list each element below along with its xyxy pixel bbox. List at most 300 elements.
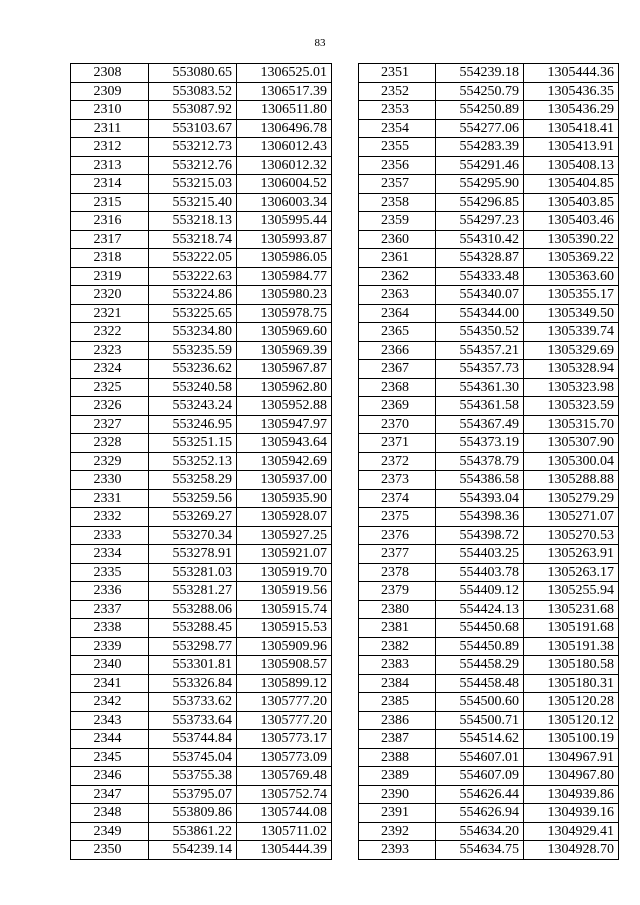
table-row (71, 804, 332, 823)
table-row (71, 119, 332, 138)
point-number-cell: 2346 (71, 767, 149, 786)
x-coordinate-cell: 554386.58 (436, 471, 524, 490)
x-coordinate-cell: 553087.92 (149, 101, 237, 120)
y-coordinate-cell: 1305986.05 (237, 249, 332, 268)
x-coordinate-cell: 554500.71 (436, 711, 524, 730)
y-coordinate-cell: 1306004.52 (237, 175, 332, 194)
y-coordinate-cell: 1306525.01 (237, 64, 332, 83)
y-coordinate-cell: 1305180.58 (524, 656, 619, 675)
y-coordinate-cell: 1305300.04 (524, 452, 619, 471)
table-row (359, 582, 619, 601)
x-coordinate-cell: 554291.46 (436, 156, 524, 175)
point-number-cell: 2378 (359, 563, 436, 582)
point-number-cell: 2329 (71, 452, 149, 471)
x-coordinate-cell: 554250.79 (436, 82, 524, 101)
table-row (71, 563, 332, 582)
table-row (71, 230, 332, 249)
x-coordinate-cell: 553733.62 (149, 693, 237, 712)
y-coordinate-cell: 1305329.69 (524, 341, 619, 360)
x-coordinate-cell: 554458.29 (436, 656, 524, 675)
table-row (359, 119, 619, 138)
y-coordinate-cell: 1305777.20 (237, 711, 332, 730)
table-row (71, 378, 332, 397)
table-row (359, 822, 619, 841)
y-coordinate-cell: 1305288.88 (524, 471, 619, 490)
point-number-cell: 2393 (359, 841, 436, 860)
point-number-cell: 2334 (71, 545, 149, 564)
table-row (359, 767, 619, 786)
point-number-cell: 2367 (359, 360, 436, 379)
table-row (71, 101, 332, 120)
table-row (71, 545, 332, 564)
y-coordinate-cell: 1304928.70 (524, 841, 619, 860)
table-row (359, 101, 619, 120)
table-row (359, 545, 619, 564)
x-coordinate-cell: 553083.52 (149, 82, 237, 101)
y-coordinate-cell: 1305947.97 (237, 415, 332, 434)
x-coordinate-cell: 554458.48 (436, 674, 524, 693)
x-coordinate-cell: 553236.62 (149, 360, 237, 379)
point-number-cell: 2385 (359, 693, 436, 712)
y-coordinate-cell: 1305915.74 (237, 600, 332, 619)
point-number-cell: 2315 (71, 193, 149, 212)
point-number-cell: 2351 (359, 64, 436, 83)
y-coordinate-cell: 1305773.17 (237, 730, 332, 749)
table-row (359, 674, 619, 693)
y-coordinate-cell: 1305915.53 (237, 619, 332, 638)
x-coordinate-cell: 553225.65 (149, 304, 237, 323)
point-number-cell: 2386 (359, 711, 436, 730)
x-coordinate-cell: 554367.49 (436, 415, 524, 434)
y-coordinate-cell: 1305943.64 (237, 434, 332, 453)
x-coordinate-cell: 554378.79 (436, 452, 524, 471)
table-row (71, 767, 332, 786)
y-coordinate-cell: 1305323.59 (524, 397, 619, 416)
y-coordinate-cell: 1305773.09 (237, 748, 332, 767)
point-number-cell: 2330 (71, 471, 149, 490)
point-number-cell: 2313 (71, 156, 149, 175)
point-number-cell: 2362 (359, 267, 436, 286)
y-coordinate-cell: 1305993.87 (237, 230, 332, 249)
y-coordinate-cell: 1305436.35 (524, 82, 619, 101)
x-coordinate-cell: 553745.04 (149, 748, 237, 767)
point-number-cell: 2322 (71, 323, 149, 342)
x-coordinate-cell: 554350.52 (436, 323, 524, 342)
x-coordinate-cell: 554424.13 (436, 600, 524, 619)
table-row (71, 175, 332, 194)
table-row (71, 212, 332, 231)
table-row (359, 471, 619, 490)
x-coordinate-cell: 553281.27 (149, 582, 237, 601)
point-number-cell: 2335 (71, 563, 149, 582)
x-coordinate-cell: 553212.76 (149, 156, 237, 175)
y-coordinate-cell: 1305263.91 (524, 545, 619, 564)
x-coordinate-cell: 553258.29 (149, 471, 237, 490)
y-coordinate-cell: 1305969.39 (237, 341, 332, 360)
x-coordinate-cell: 553235.59 (149, 341, 237, 360)
table-row (359, 138, 619, 157)
table-row (71, 526, 332, 545)
x-coordinate-cell: 554398.72 (436, 526, 524, 545)
point-number-cell: 2365 (359, 323, 436, 342)
point-number-cell: 2355 (359, 138, 436, 157)
y-coordinate-cell: 1305255.94 (524, 582, 619, 601)
x-coordinate-cell: 553733.64 (149, 711, 237, 730)
point-number-cell: 2369 (359, 397, 436, 416)
table-row (71, 323, 332, 342)
x-coordinate-cell: 554373.19 (436, 434, 524, 453)
y-coordinate-cell: 1305937.00 (237, 471, 332, 490)
point-number-cell: 2337 (71, 600, 149, 619)
x-coordinate-cell: 553281.03 (149, 563, 237, 582)
table-row (71, 674, 332, 693)
table-row (71, 138, 332, 157)
y-coordinate-cell: 1306517.39 (237, 82, 332, 101)
table-row (359, 711, 619, 730)
point-number-cell: 2368 (359, 378, 436, 397)
point-number-cell: 2373 (359, 471, 436, 490)
table-row (71, 82, 332, 101)
x-coordinate-cell: 553246.95 (149, 415, 237, 434)
y-coordinate-cell: 1305928.07 (237, 508, 332, 527)
x-coordinate-cell: 553795.07 (149, 785, 237, 804)
y-coordinate-cell: 1305927.25 (237, 526, 332, 545)
point-number-cell: 2357 (359, 175, 436, 194)
x-coordinate-cell: 553218.74 (149, 230, 237, 249)
y-coordinate-cell: 1305191.68 (524, 619, 619, 638)
point-number-cell: 2319 (71, 267, 149, 286)
x-coordinate-cell: 553224.86 (149, 286, 237, 305)
x-coordinate-cell: 554393.04 (436, 489, 524, 508)
x-coordinate-cell: 553218.13 (149, 212, 237, 231)
table-row (359, 323, 619, 342)
point-number-cell: 2381 (359, 619, 436, 638)
y-coordinate-cell: 1305120.28 (524, 693, 619, 712)
table-row (359, 637, 619, 656)
table-row (71, 508, 332, 527)
point-number-cell: 2311 (71, 119, 149, 138)
x-coordinate-cell: 554500.60 (436, 693, 524, 712)
point-number-cell: 2377 (359, 545, 436, 564)
point-number-cell: 2340 (71, 656, 149, 675)
point-number-cell: 2345 (71, 748, 149, 767)
y-coordinate-cell: 1306003.34 (237, 193, 332, 212)
table-row (359, 82, 619, 101)
x-coordinate-cell: 553744.84 (149, 730, 237, 749)
table-row (71, 360, 332, 379)
y-coordinate-cell: 1305307.90 (524, 434, 619, 453)
y-coordinate-cell: 1305744.08 (237, 804, 332, 823)
x-coordinate-cell: 553252.13 (149, 452, 237, 471)
table-row (71, 730, 332, 749)
table-row (359, 508, 619, 527)
table-row (71, 249, 332, 268)
x-coordinate-cell: 553301.81 (149, 656, 237, 675)
table-row (359, 249, 619, 268)
point-number-cell: 2317 (71, 230, 149, 249)
x-coordinate-cell: 554450.89 (436, 637, 524, 656)
x-coordinate-cell: 554398.36 (436, 508, 524, 527)
table-row (359, 286, 619, 305)
point-number-cell: 2308 (71, 64, 149, 83)
table-row (359, 693, 619, 712)
table-row (71, 341, 332, 360)
y-coordinate-cell: 1305180.31 (524, 674, 619, 693)
point-number-cell: 2324 (71, 360, 149, 379)
x-coordinate-cell: 554403.25 (436, 545, 524, 564)
x-coordinate-cell: 553269.27 (149, 508, 237, 527)
table-row (359, 452, 619, 471)
x-coordinate-cell: 554357.73 (436, 360, 524, 379)
point-number-cell: 2344 (71, 730, 149, 749)
x-coordinate-cell: 554283.39 (436, 138, 524, 157)
x-coordinate-cell: 553298.77 (149, 637, 237, 656)
x-coordinate-cell: 553212.73 (149, 138, 237, 157)
table-row (359, 360, 619, 379)
y-coordinate-cell: 1305263.17 (524, 563, 619, 582)
table-row (71, 286, 332, 305)
table-row (71, 619, 332, 638)
y-coordinate-cell: 1305231.68 (524, 600, 619, 619)
x-coordinate-cell: 553861.22 (149, 822, 237, 841)
x-coordinate-cell: 554250.89 (436, 101, 524, 120)
y-coordinate-cell: 1305444.36 (524, 64, 619, 83)
x-coordinate-cell: 553222.05 (149, 249, 237, 268)
point-number-cell: 2321 (71, 304, 149, 323)
y-coordinate-cell: 1305984.77 (237, 267, 332, 286)
x-coordinate-cell: 554277.06 (436, 119, 524, 138)
coordinate-table-right (358, 63, 619, 860)
point-number-cell: 2320 (71, 286, 149, 305)
point-number-cell: 2391 (359, 804, 436, 823)
point-number-cell: 2372 (359, 452, 436, 471)
table-row (71, 304, 332, 323)
y-coordinate-cell: 1305969.60 (237, 323, 332, 342)
y-coordinate-cell: 1305403.85 (524, 193, 619, 212)
point-number-cell: 2390 (359, 785, 436, 804)
y-coordinate-cell: 1305413.91 (524, 138, 619, 157)
point-number-cell: 2359 (359, 212, 436, 231)
x-coordinate-cell: 554296.85 (436, 193, 524, 212)
table-row (71, 693, 332, 712)
table-row (359, 785, 619, 804)
x-coordinate-cell: 553288.45 (149, 619, 237, 638)
point-number-cell: 2314 (71, 175, 149, 194)
x-coordinate-cell: 553259.56 (149, 489, 237, 508)
table-row (359, 804, 619, 823)
point-number-cell: 2353 (359, 101, 436, 120)
point-number-cell: 2352 (359, 82, 436, 101)
x-coordinate-cell: 554514.62 (436, 730, 524, 749)
coordinate-table-left (70, 63, 332, 860)
x-coordinate-cell: 553288.06 (149, 600, 237, 619)
point-number-cell: 2354 (359, 119, 436, 138)
y-coordinate-cell: 1305899.12 (237, 674, 332, 693)
table-row (71, 711, 332, 730)
y-coordinate-cell: 1305978.75 (237, 304, 332, 323)
y-coordinate-cell: 1306012.32 (237, 156, 332, 175)
point-number-cell: 2327 (71, 415, 149, 434)
table-row (359, 841, 619, 860)
point-number-cell: 2336 (71, 582, 149, 601)
point-number-cell: 2379 (359, 582, 436, 601)
x-coordinate-cell: 554607.09 (436, 767, 524, 786)
point-number-cell: 2358 (359, 193, 436, 212)
point-number-cell: 2310 (71, 101, 149, 120)
point-number-cell: 2361 (359, 249, 436, 268)
point-number-cell: 2318 (71, 249, 149, 268)
x-coordinate-cell: 553215.40 (149, 193, 237, 212)
point-number-cell: 2364 (359, 304, 436, 323)
table-row (359, 489, 619, 508)
point-number-cell: 2384 (359, 674, 436, 693)
table-row (71, 267, 332, 286)
x-coordinate-cell: 553278.91 (149, 545, 237, 564)
x-coordinate-cell: 553103.67 (149, 119, 237, 138)
y-coordinate-cell: 1304967.80 (524, 767, 619, 786)
y-coordinate-cell: 1305919.70 (237, 563, 332, 582)
point-number-cell: 2309 (71, 82, 149, 101)
point-number-cell: 2380 (359, 600, 436, 619)
y-coordinate-cell: 1305967.87 (237, 360, 332, 379)
x-coordinate-cell: 553240.58 (149, 378, 237, 397)
table-row (71, 156, 332, 175)
y-coordinate-cell: 1305120.12 (524, 711, 619, 730)
point-number-cell: 2376 (359, 526, 436, 545)
table-row (71, 748, 332, 767)
point-number-cell: 2356 (359, 156, 436, 175)
x-coordinate-cell: 554450.68 (436, 619, 524, 638)
point-number-cell: 2389 (359, 767, 436, 786)
y-coordinate-cell: 1305390.22 (524, 230, 619, 249)
table-row (71, 582, 332, 601)
y-coordinate-cell: 1305777.20 (237, 693, 332, 712)
point-number-cell: 2342 (71, 693, 149, 712)
table-row (71, 822, 332, 841)
table-row (359, 304, 619, 323)
y-coordinate-cell: 1305980.23 (237, 286, 332, 305)
x-coordinate-cell: 554344.00 (436, 304, 524, 323)
table-row (359, 156, 619, 175)
table-row (71, 637, 332, 656)
y-coordinate-cell: 1305100.19 (524, 730, 619, 749)
x-coordinate-cell: 554328.87 (436, 249, 524, 268)
x-coordinate-cell: 554340.07 (436, 286, 524, 305)
x-coordinate-cell: 554310.42 (436, 230, 524, 249)
point-number-cell: 2375 (359, 508, 436, 527)
point-number-cell: 2331 (71, 489, 149, 508)
point-number-cell: 2360 (359, 230, 436, 249)
point-number-cell: 2326 (71, 397, 149, 416)
table-row (359, 230, 619, 249)
point-number-cell: 2371 (359, 434, 436, 453)
table-row (359, 730, 619, 749)
x-coordinate-cell: 553755.38 (149, 767, 237, 786)
x-coordinate-cell: 554333.48 (436, 267, 524, 286)
y-coordinate-cell: 1305270.53 (524, 526, 619, 545)
y-coordinate-cell: 1305349.50 (524, 304, 619, 323)
point-number-cell: 2333 (71, 526, 149, 545)
table-row (71, 434, 332, 453)
y-coordinate-cell: 1306496.78 (237, 119, 332, 138)
table-row (71, 785, 332, 804)
x-coordinate-cell: 553270.34 (149, 526, 237, 545)
table-row (359, 341, 619, 360)
y-coordinate-cell: 1304929.41 (524, 822, 619, 841)
y-coordinate-cell: 1305436.29 (524, 101, 619, 120)
x-coordinate-cell: 554239.14 (149, 841, 237, 860)
point-number-cell: 2339 (71, 637, 149, 656)
x-coordinate-cell: 554626.94 (436, 804, 524, 823)
y-coordinate-cell: 1305962.80 (237, 378, 332, 397)
point-number-cell: 2343 (71, 711, 149, 730)
table-row (359, 267, 619, 286)
x-coordinate-cell: 554295.90 (436, 175, 524, 194)
x-coordinate-cell: 553251.15 (149, 434, 237, 453)
point-number-cell: 2328 (71, 434, 149, 453)
table-row (71, 452, 332, 471)
x-coordinate-cell: 554403.78 (436, 563, 524, 582)
y-coordinate-cell: 1305369.22 (524, 249, 619, 268)
table-row (71, 415, 332, 434)
x-coordinate-cell: 554239.18 (436, 64, 524, 83)
table-row (359, 378, 619, 397)
table-row (71, 397, 332, 416)
x-coordinate-cell: 553222.63 (149, 267, 237, 286)
point-number-cell: 2387 (359, 730, 436, 749)
y-coordinate-cell: 1305909.96 (237, 637, 332, 656)
point-number-cell: 2383 (359, 656, 436, 675)
table-row (359, 64, 619, 83)
point-number-cell: 2332 (71, 508, 149, 527)
table-row (359, 175, 619, 194)
table-row (359, 193, 619, 212)
y-coordinate-cell: 1305921.07 (237, 545, 332, 564)
x-coordinate-cell: 554607.01 (436, 748, 524, 767)
y-coordinate-cell: 1305711.02 (237, 822, 332, 841)
y-coordinate-cell: 1305323.98 (524, 378, 619, 397)
point-number-cell: 2341 (71, 674, 149, 693)
point-number-cell: 2347 (71, 785, 149, 804)
point-number-cell: 2323 (71, 341, 149, 360)
table-row (71, 471, 332, 490)
point-number-cell: 2388 (359, 748, 436, 767)
y-coordinate-cell: 1305404.85 (524, 175, 619, 194)
table-row (359, 434, 619, 453)
x-coordinate-cell: 553243.24 (149, 397, 237, 416)
point-number-cell: 2374 (359, 489, 436, 508)
y-coordinate-cell: 1305279.29 (524, 489, 619, 508)
point-number-cell: 2366 (359, 341, 436, 360)
y-coordinate-cell: 1305995.44 (237, 212, 332, 231)
table-row (71, 656, 332, 675)
y-coordinate-cell: 1305769.48 (237, 767, 332, 786)
y-coordinate-cell: 1305942.69 (237, 452, 332, 471)
y-coordinate-cell: 1305418.41 (524, 119, 619, 138)
y-coordinate-cell: 1305328.94 (524, 360, 619, 379)
point-number-cell: 2348 (71, 804, 149, 823)
y-coordinate-cell: 1305935.90 (237, 489, 332, 508)
point-number-cell: 2370 (359, 415, 436, 434)
point-number-cell: 2363 (359, 286, 436, 305)
y-coordinate-cell: 1304939.16 (524, 804, 619, 823)
y-coordinate-cell: 1305315.70 (524, 415, 619, 434)
point-number-cell: 2338 (71, 619, 149, 638)
x-coordinate-cell: 554626.44 (436, 785, 524, 804)
table-row (359, 397, 619, 416)
x-coordinate-cell: 554634.75 (436, 841, 524, 860)
x-coordinate-cell: 554361.58 (436, 397, 524, 416)
